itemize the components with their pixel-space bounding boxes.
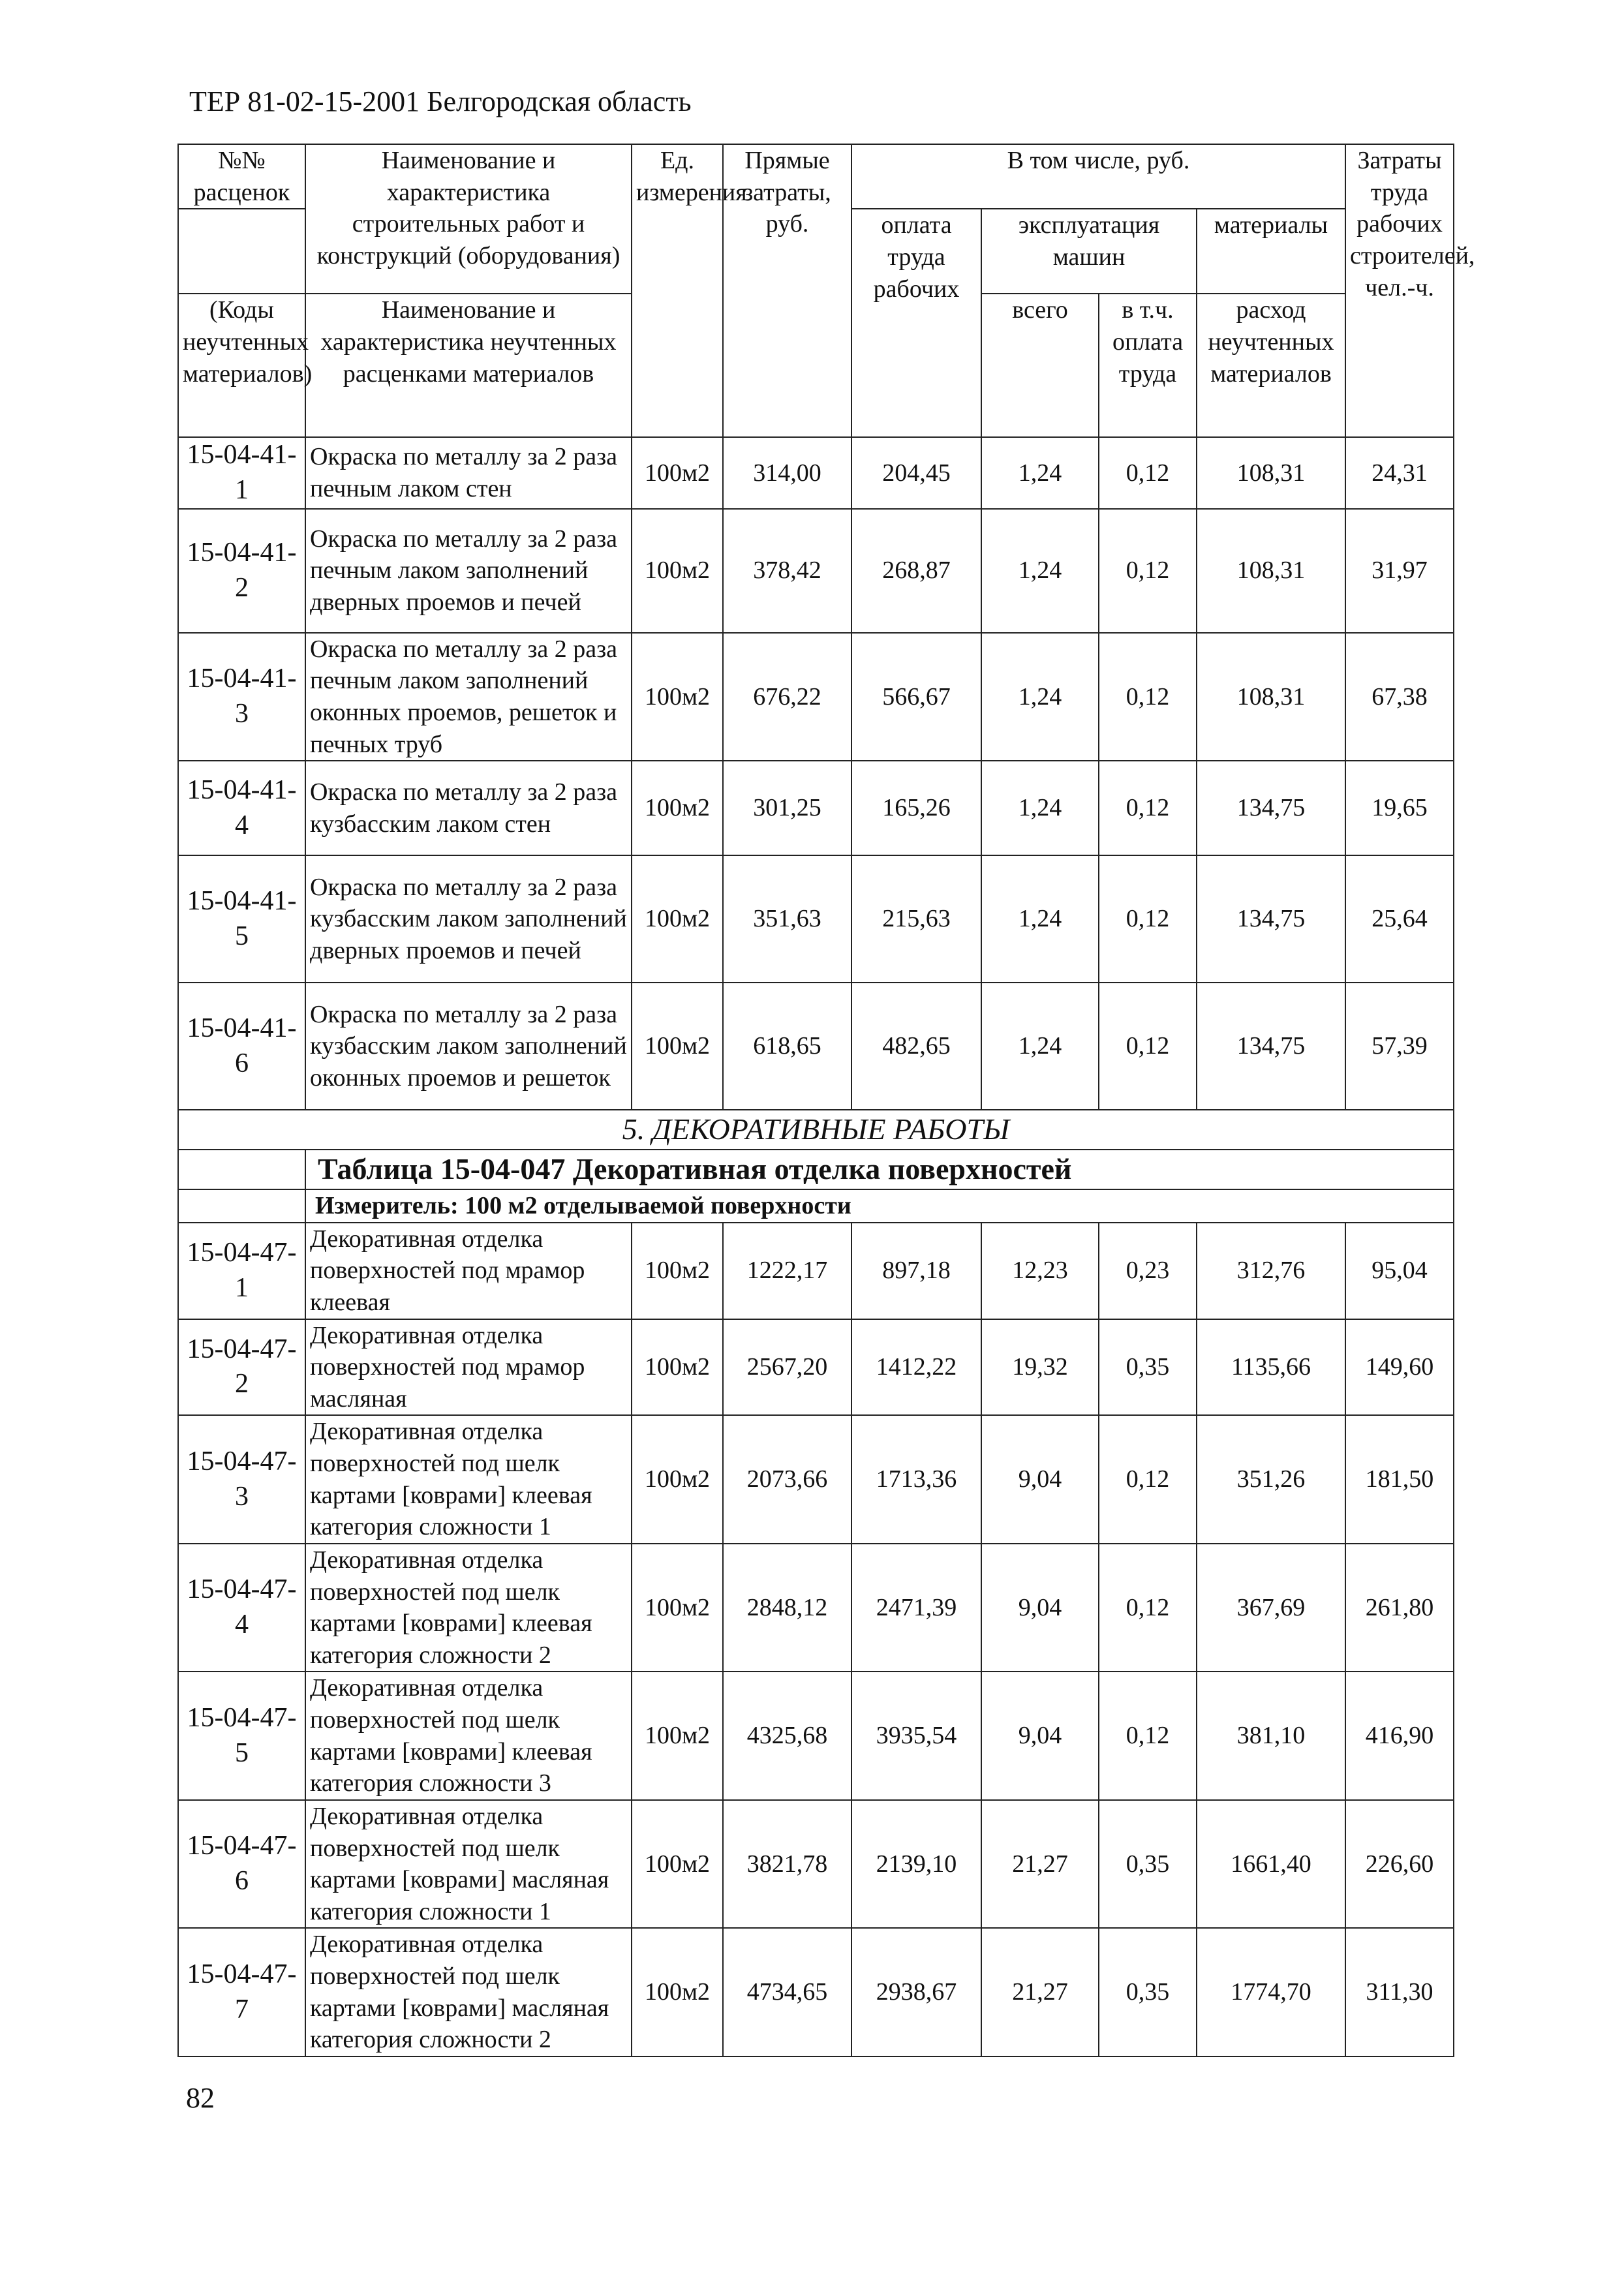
labor-cell: 19,65: [1345, 761, 1454, 855]
rate-code: 15-04-41-3: [178, 633, 305, 761]
machines-wage-cell: 0,12: [1099, 509, 1197, 633]
machines-total-cell: 9,04: [981, 1672, 1099, 1800]
table-row: [178, 1800, 1454, 1929]
unit-cell: 100м2: [632, 1415, 723, 1544]
wage-cell: 204,45: [851, 437, 981, 509]
machines-wage-cell: 0,12: [1099, 437, 1197, 509]
work-name: Декоративная отделка поверхностей под шелк картами [коврами] клеевая категория сложности 3: [305, 1672, 632, 1800]
materials-cell: 351,26: [1197, 1415, 1345, 1544]
section-title: 5. ДЕКОРАТИВНЫЕ РАБОТЫ: [178, 1110, 1454, 1150]
rate-code: 15-04-47-2: [178, 1319, 305, 1416]
direct-cost-cell: 301,25: [723, 761, 851, 855]
work-name: Декоративная отделка поверхностей под шелк картами [коврами] клеевая категория сложности 2: [305, 1544, 632, 1672]
col-header-machines-wage: в т.ч. оплата труда: [1099, 294, 1197, 437]
table-row: [178, 1928, 1454, 2056]
labor-cell: 25,64: [1345, 855, 1454, 983]
machines-total-cell: 9,04: [981, 1415, 1099, 1544]
table-row: [178, 983, 1454, 1110]
machines-total-cell: 12,23: [981, 1223, 1099, 1319]
machines-total-cell: 1,24: [981, 509, 1099, 633]
table-row: [178, 761, 1454, 855]
table-title: Таблица 15-04-047 Декоративная отделка поверхностей: [305, 1150, 1454, 1189]
labor-cell: 416,90: [1345, 1672, 1454, 1800]
rate-code: 15-04-41-1: [178, 437, 305, 509]
col-header-machines: эксплуатация машин: [981, 209, 1197, 294]
wage-cell: 2938,67: [851, 1928, 981, 2056]
machines-total-cell: 19,32: [981, 1319, 1099, 1416]
machines-total-cell: 1,24: [981, 855, 1099, 983]
wage-cell: 2471,39: [851, 1544, 981, 1672]
rate-code: 15-04-41-4: [178, 761, 305, 855]
rate-code: 15-04-47-4: [178, 1544, 305, 1672]
wage-cell: 566,67: [851, 633, 981, 761]
materials-cell: 367,69: [1197, 1544, 1345, 1672]
unit-cell: 100м2: [632, 1672, 723, 1800]
machines-wage-cell: 0,12: [1099, 983, 1197, 1110]
col-header-code-alt: (Коды неучтенных материалов): [178, 294, 305, 437]
rate-code: 15-04-47-5: [178, 1672, 305, 1800]
rate-code: 15-04-47-3: [178, 1415, 305, 1544]
machines-wage-cell: 0,35: [1099, 1319, 1197, 1416]
col-header-name: Наименование и характеристика строительных работ и конструкций (оборудования): [305, 144, 632, 294]
table-row: [178, 855, 1454, 983]
machines-total-cell: 21,27: [981, 1928, 1099, 2056]
unit-cell: 100м2: [632, 1319, 723, 1416]
table-row: [178, 1415, 1454, 1544]
col-header-materials: материалы: [1197, 209, 1345, 294]
col-header-labor: Затраты труда рабочих строителей, чел.-ч.: [1345, 144, 1454, 437]
unit-cell: 100м2: [632, 855, 723, 983]
materials-cell: 134,75: [1197, 983, 1345, 1110]
labor-cell: 31,97: [1345, 509, 1454, 633]
direct-cost-cell: 2848,12: [723, 1544, 851, 1672]
machines-wage-cell: 0,12: [1099, 633, 1197, 761]
measure-unit: Измеритель: 100 м2 отделываемой поверхности: [305, 1189, 1454, 1223]
unit-cell: 100м2: [632, 1928, 723, 2056]
price-table: [177, 144, 1475, 2057]
wage-cell: 897,18: [851, 1223, 981, 1319]
labor-cell: 67,38: [1345, 633, 1454, 761]
work-name: Окраска по металлу за 2 раза кузбасским лаком стен: [305, 761, 632, 855]
direct-cost-cell: 378,42: [723, 509, 851, 633]
table-row: [178, 633, 1454, 761]
labor-cell: 24,31: [1345, 437, 1454, 509]
machines-wage-cell: 0,35: [1099, 1928, 1197, 2056]
machines-total-cell: 1,24: [981, 761, 1099, 855]
rate-code: 15-04-47-6: [178, 1800, 305, 1929]
rate-code: 15-04-47-7: [178, 1928, 305, 2056]
col-header-unit: Ед. измерения: [632, 144, 723, 437]
direct-cost-cell: 1222,17: [723, 1223, 851, 1319]
work-name: Декоративная отделка поверхностей под мрамор клеевая: [305, 1223, 632, 1319]
work-name: Декоративная отделка поверхностей под шелк картами [коврами] масляная категория сложности 2: [305, 1928, 632, 2056]
work-name: Декоративная отделка поверхностей под шелк картами [коврами] клеевая категория сложности 1: [305, 1415, 632, 1544]
col-header-including: В том числе, руб.: [851, 144, 1345, 209]
direct-cost-cell: 2073,66: [723, 1415, 851, 1544]
rate-code: 15-04-41-5: [178, 855, 305, 983]
materials-cell: 134,75: [1197, 761, 1345, 855]
materials-cell: 1661,40: [1197, 1800, 1345, 1929]
machines-wage-cell: 0,23: [1099, 1223, 1197, 1319]
col-header-code-filler: [178, 209, 305, 294]
work-name: Окраска по металлу за 2 раза печным лаком заполнений оконных проемов, решеток и печных труб: [305, 633, 632, 761]
unit-cell: 100м2: [632, 633, 723, 761]
labor-cell: 261,80: [1345, 1544, 1454, 1672]
labor-cell: 149,60: [1345, 1319, 1454, 1416]
direct-cost-cell: 676,22: [723, 633, 851, 761]
machines-wage-cell: 0,12: [1099, 1415, 1197, 1544]
machines-wage-cell: 0,35: [1099, 1800, 1197, 1929]
work-name: Окраска по металлу за 2 раза кузбасским лаком заполнений оконных проемов и решеток: [305, 983, 632, 1110]
work-name: Окраска по металлу за 2 раза печным лаком стен: [305, 437, 632, 509]
labor-cell: 57,39: [1345, 983, 1454, 1110]
unit-cell: 100м2: [632, 437, 723, 509]
direct-cost-cell: 351,63: [723, 855, 851, 983]
unit-cell: 100м2: [632, 1544, 723, 1672]
machines-total-cell: 9,04: [981, 1544, 1099, 1672]
rate-code: 15-04-41-6: [178, 983, 305, 1110]
machines-wage-cell: 0,12: [1099, 761, 1197, 855]
table-row: [178, 1672, 1454, 1800]
machines-total-cell: 1,24: [981, 633, 1099, 761]
table-row: [178, 1319, 1454, 1416]
col-header-name-alt: Наименование и характеристика неучтенных расценками материалов: [305, 294, 632, 437]
machines-total-cell: 1,24: [981, 983, 1099, 1110]
wage-cell: 2139,10: [851, 1800, 981, 1929]
materials-cell: 1135,66: [1197, 1319, 1345, 1416]
table-row: [178, 509, 1454, 633]
col-header-code: №№ расценок: [178, 144, 305, 209]
wage-cell: 268,87: [851, 509, 981, 633]
direct-cost-cell: 618,65: [723, 983, 851, 1110]
wage-cell: 1412,22: [851, 1319, 981, 1416]
machines-total-cell: 21,27: [981, 1800, 1099, 1929]
labor-cell: 95,04: [1345, 1223, 1454, 1319]
document-header: ТЕР 81-02-15-2001 Белгородская область: [189, 85, 692, 117]
col-header-machines-total: всего: [981, 294, 1099, 437]
table-row: [178, 437, 1454, 509]
machines-wage-cell: 0,12: [1099, 855, 1197, 983]
materials-cell: 134,75: [1197, 855, 1345, 983]
table-row: [178, 1223, 1454, 1319]
materials-cell: 312,76: [1197, 1223, 1345, 1319]
wage-cell: 1713,36: [851, 1415, 981, 1544]
page-number: 82: [186, 2082, 215, 2114]
machines-wage-cell: 0,12: [1099, 1544, 1197, 1672]
direct-cost-cell: 314,00: [723, 437, 851, 509]
wage-cell: 3935,54: [851, 1672, 981, 1800]
table-row: [178, 1544, 1454, 1672]
work-name: Окраска по металлу за 2 раза печным лаком заполнений дверных проемов и печей: [305, 509, 632, 633]
unit-cell: 100м2: [632, 761, 723, 855]
wage-cell: 215,63: [851, 855, 981, 983]
unit-cell: 100м2: [632, 1223, 723, 1319]
materials-cell: 108,31: [1197, 437, 1345, 509]
measure-spacer: [178, 1189, 305, 1223]
direct-cost-cell: 3821,78: [723, 1800, 851, 1929]
direct-cost-cell: 2567,20: [723, 1319, 851, 1416]
col-header-materials-extra: расход неучтенных материалов: [1197, 294, 1345, 437]
col-header-wage: оплата труда рабочих: [851, 209, 981, 437]
work-name: Декоративная отделка поверхностей под шелк картами [коврами] масляная категория сложности 1: [305, 1800, 632, 1929]
col-header-direct: Прямые затраты, руб.: [723, 144, 851, 437]
materials-cell: 108,31: [1197, 509, 1345, 633]
work-name: Окраска по металлу за 2 раза кузбасским лаком заполнений дверных проемов и печей: [305, 855, 632, 983]
table-title-spacer: [178, 1150, 305, 1189]
machines-wage-cell: 0,12: [1099, 1672, 1197, 1800]
machines-total-cell: 1,24: [981, 437, 1099, 509]
labor-cell: 181,50: [1345, 1415, 1454, 1544]
labor-cell: 311,30: [1345, 1928, 1454, 2056]
labor-cell: 226,60: [1345, 1800, 1454, 1929]
direct-cost-cell: 4325,68: [723, 1672, 851, 1800]
materials-cell: 108,31: [1197, 633, 1345, 761]
unit-cell: 100м2: [632, 983, 723, 1110]
wage-cell: 482,65: [851, 983, 981, 1110]
wage-cell: 165,26: [851, 761, 981, 855]
work-name: Декоративная отделка поверхностей под мрамор масляная: [305, 1319, 632, 1416]
direct-cost-cell: 4734,65: [723, 1928, 851, 2056]
rate-code: 15-04-41-2: [178, 509, 305, 633]
materials-cell: 381,10: [1197, 1672, 1345, 1800]
rate-code: 15-04-47-1: [178, 1223, 305, 1319]
unit-cell: 100м2: [632, 509, 723, 633]
unit-cell: 100м2: [632, 1800, 723, 1929]
materials-cell: 1774,70: [1197, 1928, 1345, 2056]
